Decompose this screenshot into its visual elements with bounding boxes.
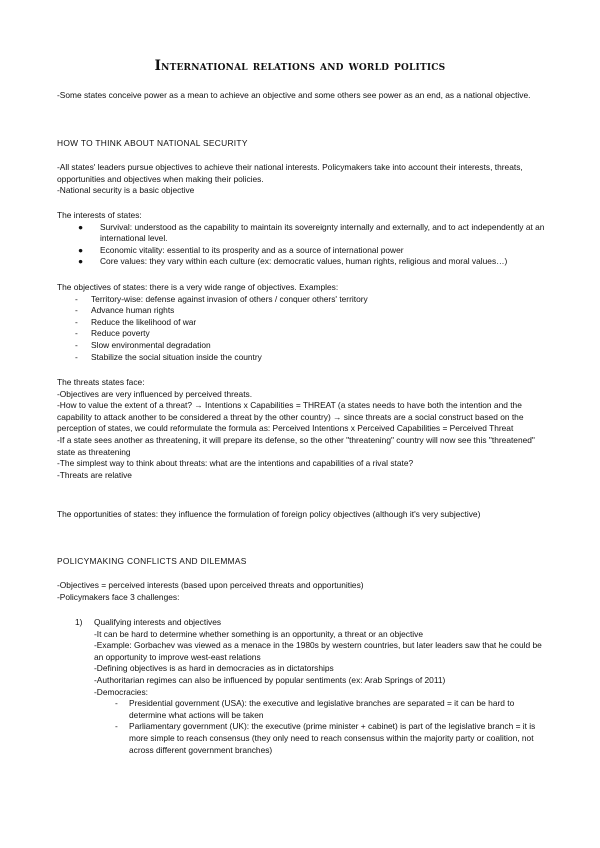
interests-title: The interests of states: [57,210,142,220]
dash-marker: - [75,316,78,327]
section-heading-policymaking: POLICYMAKING CONFLICTS AND DILEMMAS [57,556,247,566]
dash-marker: - [75,293,78,304]
text-line: -Democracies: [94,686,148,697]
list-item-text: Parliamentary government (UK): the executive (prime minister + cabinet) is part of the legislative branch = it is more simple to reach consensus (they only need to reach consensus within the majority party or coalition, not across different government branches) [129,721,536,755]
list-item-text: Territory-wise: defense against invasion of others / conquer others' territory [91,293,368,304]
list-item-text: Economic vitality: essential to its prosperity and as a source of international power [100,244,404,255]
item-title: Qualifying interests and objectives [94,617,222,627]
text-line: -Authoritarian regimes can also be influenced by popular sentiments (ex: Arab Springs of 2011) [94,674,446,685]
list-item-text: Reduce the likelihood of war [91,316,197,327]
threats-title: The threats states face: [57,377,145,387]
bullet-icon: ● [78,244,84,255]
policymaking-text [57,580,547,603]
text-line: -The simplest way to think about threats: what are the intentions and capabilities of a rival state? [57,458,414,469]
dash-marker: - [75,328,78,339]
dash-marker: - [75,351,78,362]
page-title: International relations and world politics [154,58,446,74]
opportunities-paragraph: The opportunities of states: they influence the formulation of foreign policy objectives (although it's very subjective) [57,509,481,519]
list-item [57,721,547,756]
text-line: -Policymakers face 3 challenges: [57,591,180,602]
list-item [57,245,547,257]
list-item [57,352,547,364]
text-line: -How to value the extent of a threat? → Intentions x Capabilities = THREAT (a states needs to have both the intention and the capability to attack another to be considered a threat by the other country) → since threats are a social construct based on the perception of states, we could reformulate the formula as: Perceived Intentions x Perceived Capabilities = Perceived Threat [57,400,524,434]
list-item-text: Stabilize the social situation inside the country [91,351,262,362]
list-item [57,698,547,721]
list-item [57,305,547,317]
bullet-icon: ● [78,256,84,267]
list-item-text: Core values: they vary within each culture (ex: democratic values, human rights, religious and moral values…) [100,256,508,267]
list-item-text: Slow environmental degradation [91,339,211,350]
item-number: 1) [75,617,83,627]
objectives-title: The objectives of states: there is a very wide range of objectives. Examples: [57,282,339,292]
numbered-item-1 [57,617,547,756]
section-heading-national-security: HOW TO THINK ABOUT NATIONAL SECURITY [57,138,248,148]
dash-marker: - [75,339,78,350]
intro-paragraph: -Some states conceive power as a mean to achieve an objective and some others see power as an end, as a national objective. [57,90,531,100]
list-item-text: Survival: understood as the capability to maintain its sovereignty internally and externally, and to act independently at an international level. [100,221,545,244]
threats-block [57,377,547,481]
text-line: -It can be hard to determine whether something is an opportunity, a threat or an objective [94,628,423,639]
list-item [57,317,547,329]
dash-marker: - [115,698,118,709]
list-item [57,328,547,340]
dash-marker: - [75,305,78,316]
list-item-text: Reduce poverty [91,328,150,339]
list-item-text: Presidential government (USA): the executive and legislative branches are separated = it can be hard to determine what actions will be taken [129,698,515,720]
text-line: -All states' leaders pursue objectives to achieve their national interests. Policymakers take into account their interests, threats, opportunities and objectives when making their policies. [57,162,523,184]
list-item-text: Advance human rights [91,305,175,316]
bullet-icon: ● [78,221,84,232]
list-item [57,340,547,352]
interests-list [57,222,547,268]
interests-block [57,210,547,268]
text-line: -Objectives are very influenced by perceived threats. [57,388,253,399]
text-line: -If a state sees another as threatening, it will prepare its defense, so the other "threatening" country will now see this "threatened" state as threatening [57,434,535,457]
text-line: -Example: Gorbachev was viewed as a menace in the 1980s by western countries, but later leaders saw that he could be an opportunity to improve west-east relations [94,640,542,662]
list-item [57,294,547,306]
objectives-block [57,282,547,363]
text-line: -Defining objectives is as hard in democracies as in dictatorships [94,663,334,674]
list-item [57,256,547,268]
objectives-list [57,294,547,364]
text-line: -National security is a basic objective [57,185,195,196]
democracies-list [57,698,547,756]
numbered-item-content [57,617,547,698]
list-item [57,222,547,245]
text-line: -Objectives = perceived interests (based upon perceived threats and opportunities) [57,580,364,590]
national-security-text [57,162,547,197]
dash-marker: - [115,721,118,732]
text-line: -Threats are relative [57,469,132,480]
